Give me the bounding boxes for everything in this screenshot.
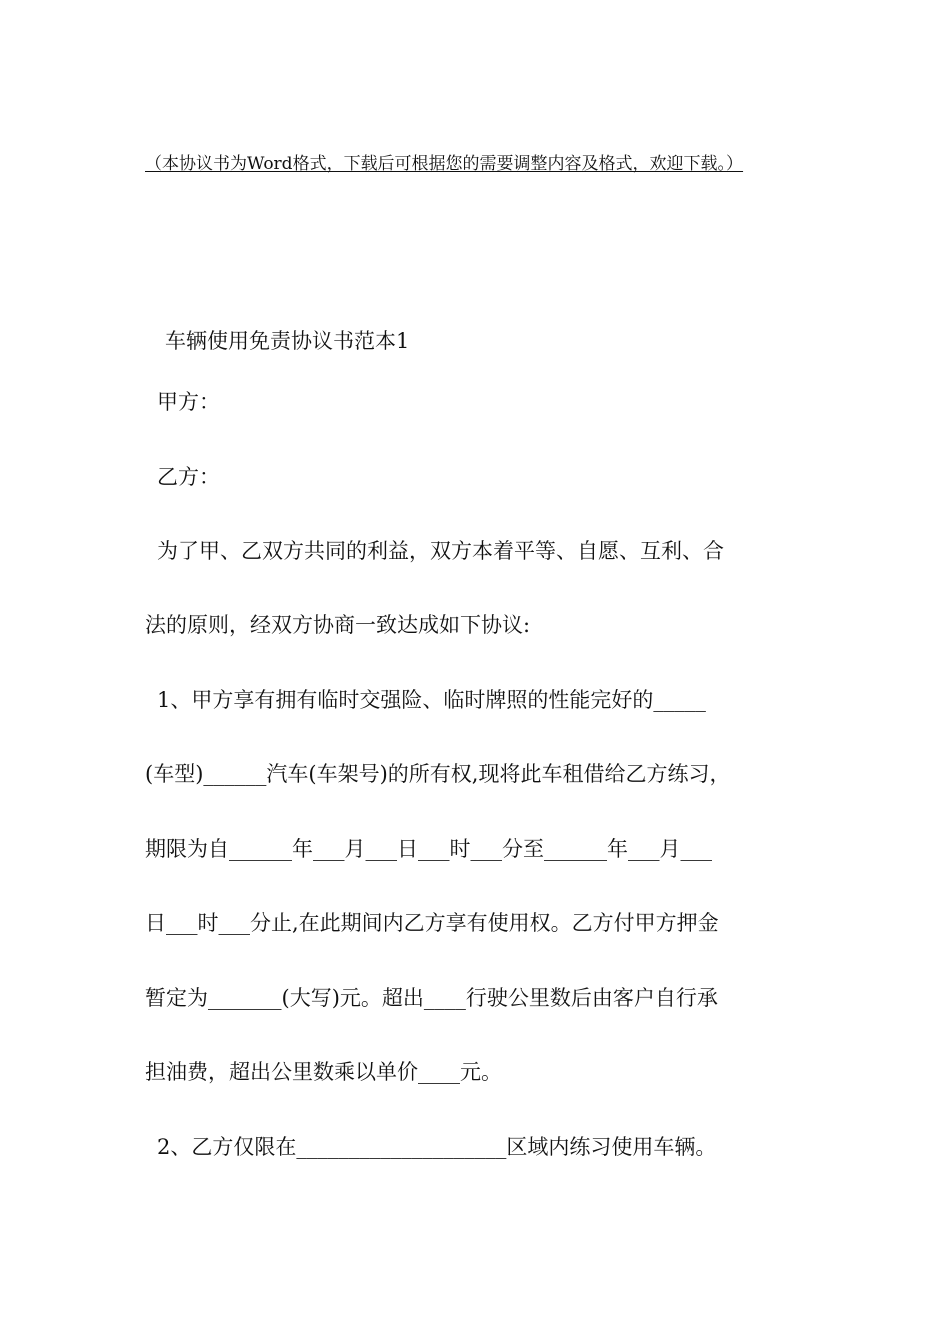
clause-1-line-4: 日___时___分止,在此期间内乙方享有使用权。乙方付甲方押金 [145, 911, 719, 935]
clause-1-line-5: 暂定为_______(大写)元。超出____行驶公里数后由客户自行承 [145, 986, 718, 1010]
clause-1-line-6: 担油费，超出公里数乘以单价____元。 [145, 1060, 502, 1084]
document-title: 车辆使用免责协议书范本1 [165, 329, 410, 353]
clause-1-line-3: 期限为自______年___月___日___时___分至______年___月___ [145, 837, 712, 861]
clause-2-line-1: 2、乙方仅限在____________________区域内练习使用车辆。 [157, 1135, 717, 1159]
preamble-line-2: 法的原则，经双方协商一致达成如下协议: [145, 613, 531, 637]
preamble-line-1: 为了甲、乙双方共同的利益，双方本着平等、自愿、互利、合 [157, 539, 724, 563]
clause-1-line-1: 1、甲方享有拥有临时交强险、临时牌照的性能完好的_____ [157, 688, 706, 712]
party-b-label: 乙方： [157, 465, 220, 489]
clause-1-line-2: (车型)______汽车(车架号)的所有权,现将此车租借给乙方练习， [145, 762, 731, 786]
party-a-label: 甲方： [157, 390, 220, 414]
download-note[interactable]: （本协议书为Word格式，下载后可根据您的需要调整内容及格式，欢迎下载。） [145, 154, 744, 174]
